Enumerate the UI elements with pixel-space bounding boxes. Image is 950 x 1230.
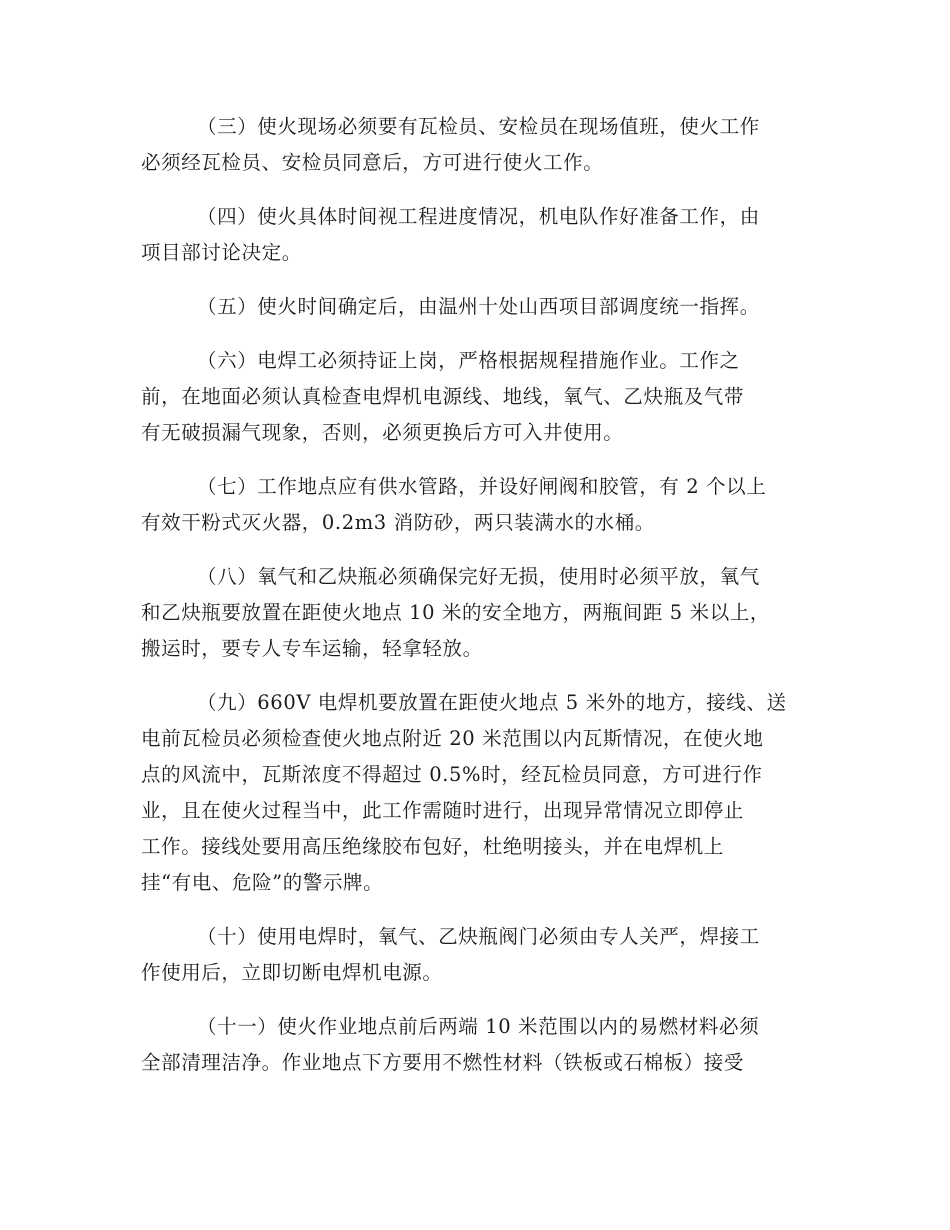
text-line: （六）电焊工必须持证上岗，严格根据规程措施作业。工作之 (197, 349, 740, 372)
text-line: 业，且在使火过程当中，此工作需随时进行，出现异常情况立即停止 (141, 799, 745, 822)
text-line: 有效干粉式灭火器，0.2m3 消防砂，两只装满水的水桶。 (141, 511, 655, 534)
text-line: 搬运时，要专人专车运输，轻拿轻放。 (141, 637, 483, 660)
text-line: （八）氧气和乙炔瓶必须确保完好无损，使用时必须平放，氧气 (197, 565, 760, 588)
text-line: 作使用后，立即切断电焊机电源。 (141, 961, 443, 984)
text-line: 和乙炔瓶要放置在距使火地点 10 米的安全地方，两瓶间距 5 米以上， (141, 601, 771, 624)
text-line: 必须经瓦检员、安检员同意后，方可进行使火工作。 (141, 151, 604, 174)
text-line: 工作。接线处要用高压绝缘胶布包好，杜绝明接头，并在电焊机上 (141, 835, 724, 858)
text-line: （四）使火具体时间视工程进度情况，机电队作好准备工作，由 (197, 205, 760, 228)
text-line: （三）使火现场必须要有瓦检员、安检员在现场值班，使火工作 (197, 115, 760, 138)
text-line: 有无破损漏气现象，否则，必须更换后方可入井使用。 (141, 421, 624, 444)
text-line: （九）660V 电焊机要放置在距使火地点 5 米外的地方，接线、送 (197, 691, 787, 714)
text-line: （七）工作地点应有供水管路，并设好闸阀和胶管，有 2 个以上 (197, 475, 767, 498)
text-line: 电前瓦检员必须检查使火地点附近 20 米范围以内瓦斯情况，在使火地 (141, 727, 764, 750)
text-line: （五）使火时间确定后，由温州十处山西项目部调度统一指挥。 (197, 295, 760, 318)
text-line: 项目部讨论决定。 (141, 241, 302, 264)
text-line: 挂“有电、危险”的警示牌。 (141, 871, 384, 894)
text-line: （十）使用电焊时，氧气、乙炔瓶阀门必须由专人关严，焊接工 (197, 925, 760, 948)
text-line: （十一）使火作业地点前后两端 10 米范围以内的易燃材料必须 (197, 1015, 760, 1038)
text-line: 全部清理洁净。作业地点下方要用不燃性材料（铁板或石棉板）接受 (141, 1051, 745, 1074)
text-line: 前，在地面必须认真检查电焊机电源线、地线，氧气、乙炔瓶及气带 (141, 385, 745, 408)
text-line: 点的风流中，瓦斯浓度不得超过 0.5%时，经瓦检员同意，方可进行作 (141, 763, 763, 786)
